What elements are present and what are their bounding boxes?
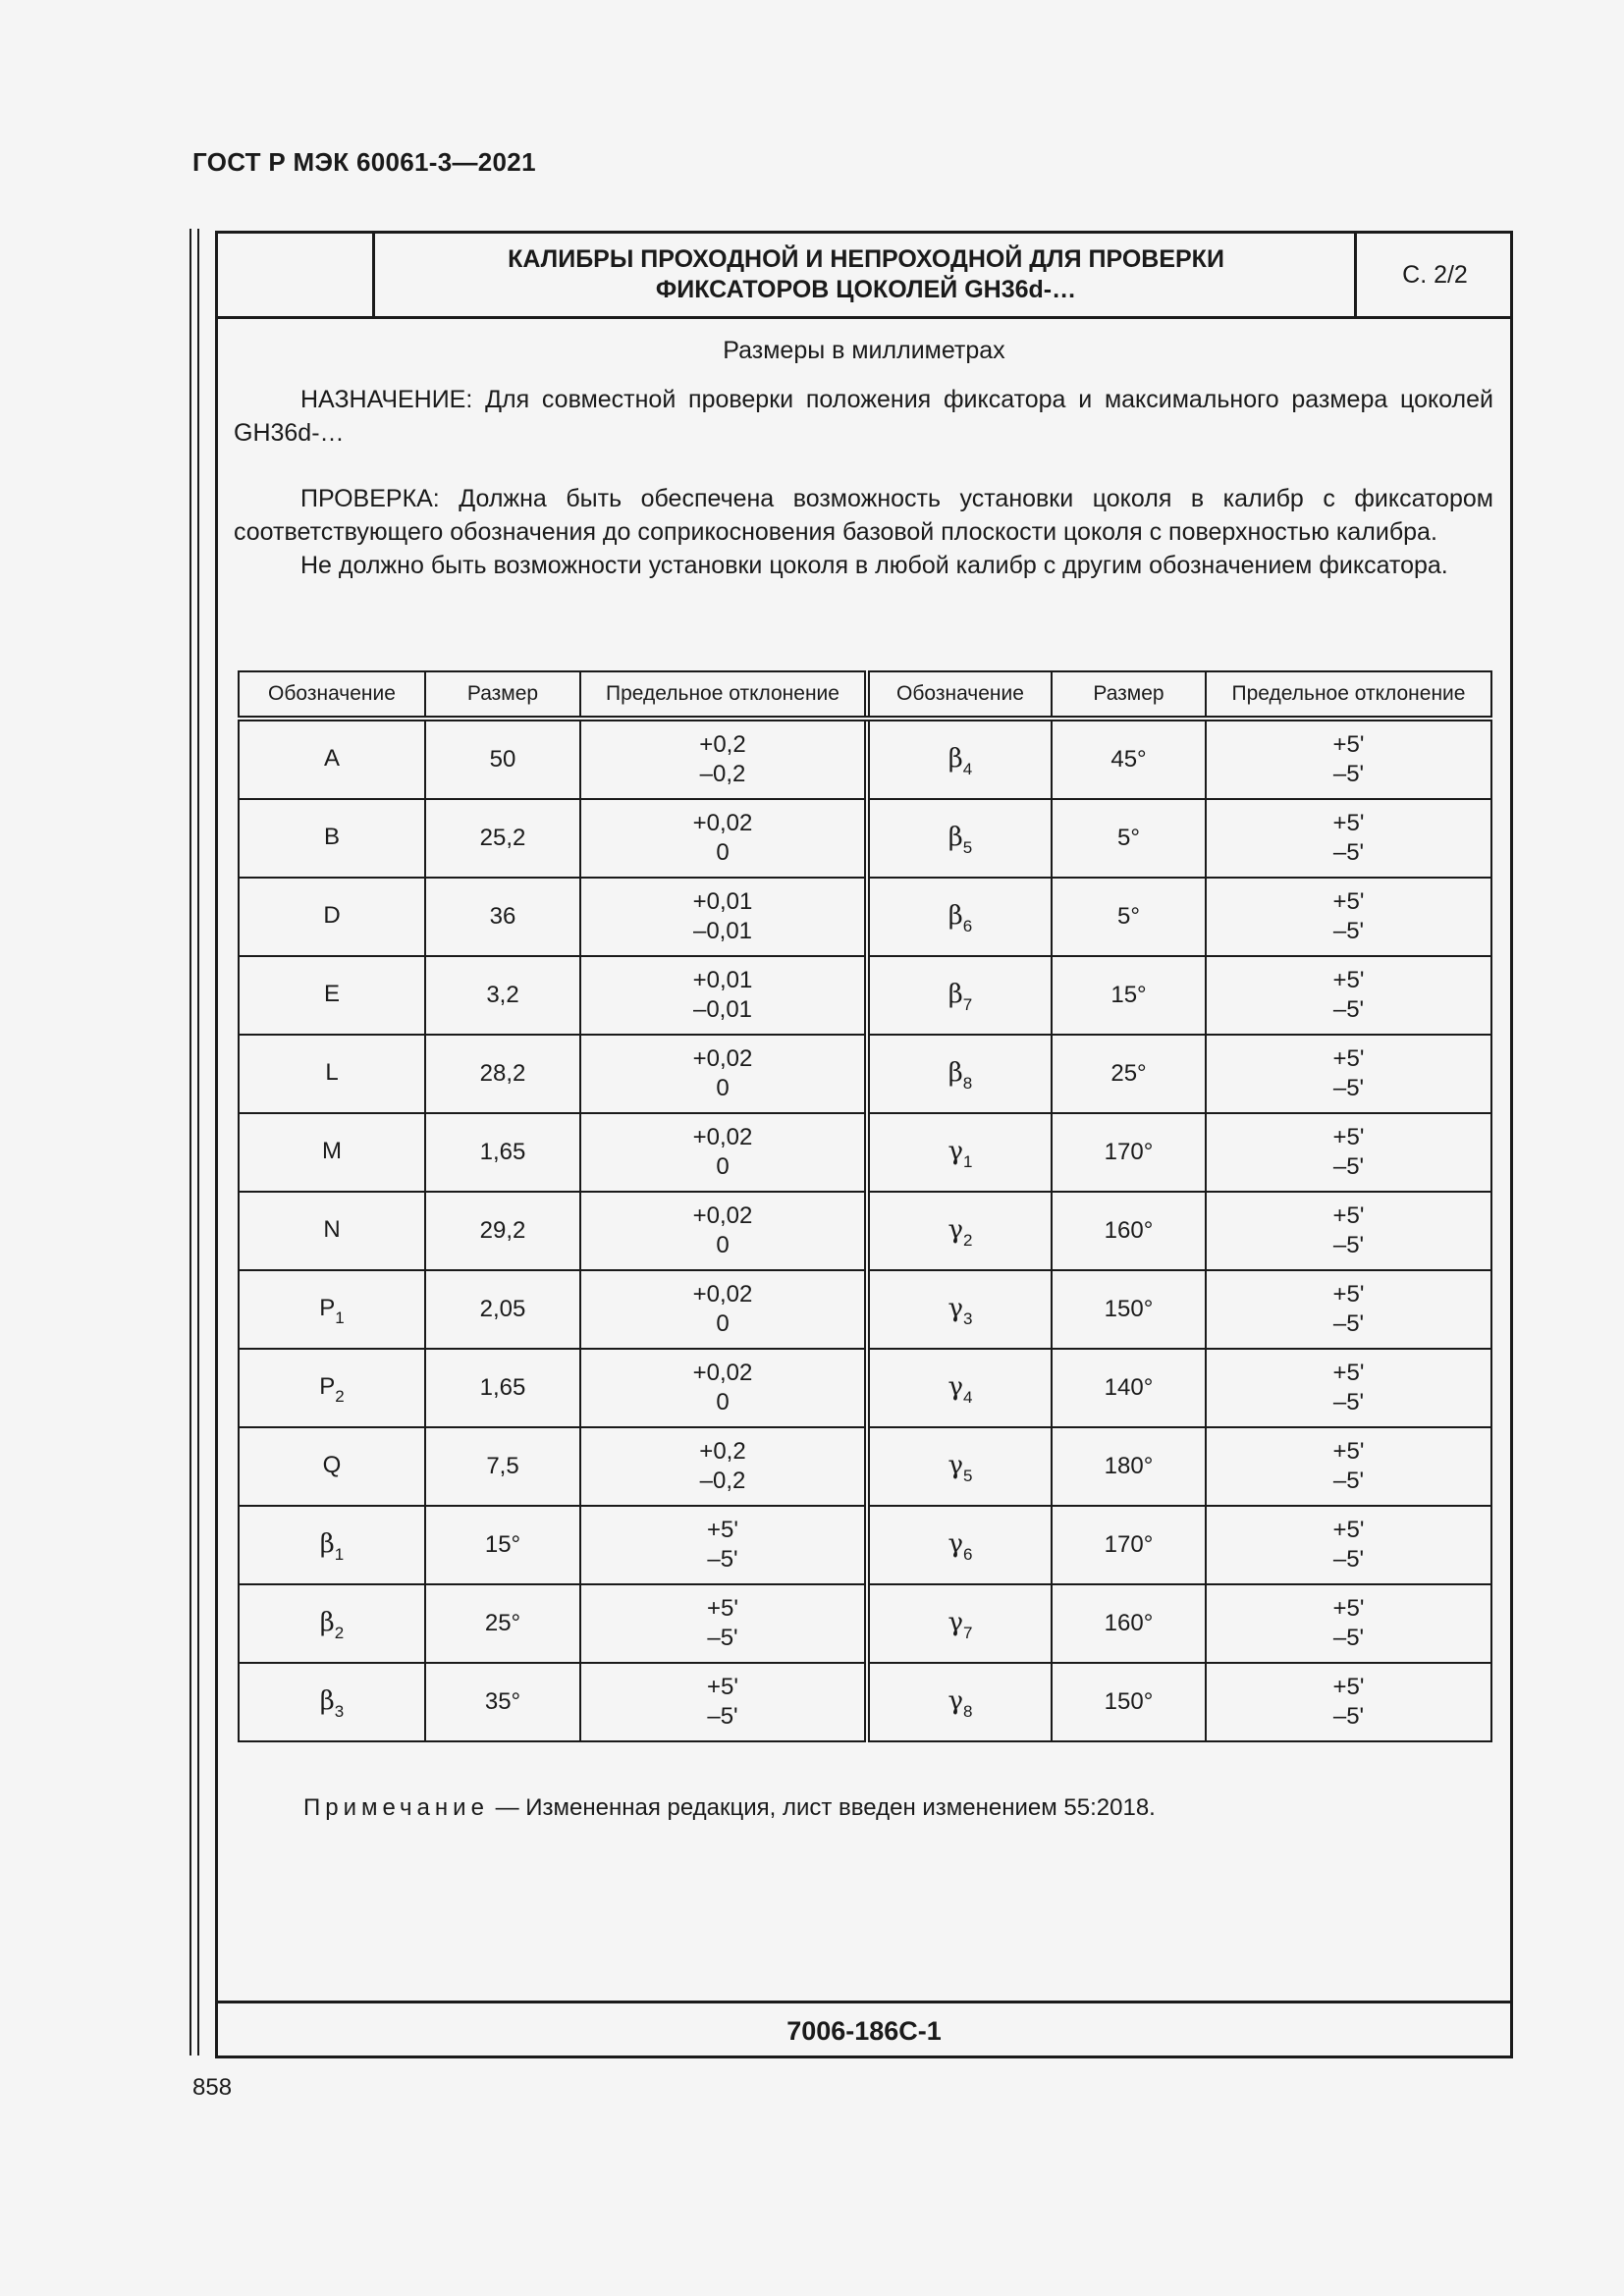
check-note-text: Не должно быть возможности установки цоколя в любой калибр с другим обозначением фиксатора. <box>300 552 1448 579</box>
tolerance-cell <box>580 1427 867 1506</box>
tolerance-lower: –5' <box>1332 1075 1365 1101</box>
tolerance-lower: 0 <box>716 1310 730 1337</box>
designation-symbol: γ <box>947 1293 964 1323</box>
tolerance-lower: –5' <box>1332 1625 1365 1651</box>
tolerance-upper: +0,2 <box>699 731 746 758</box>
designation-cell <box>239 1113 425 1192</box>
designation-cell <box>239 1427 425 1506</box>
tolerance-cell <box>1206 878 1491 956</box>
tolerance-lower: –5' <box>1332 918 1365 944</box>
table-row <box>239 1113 1491 1192</box>
designation-symbol: γ <box>947 1136 964 1166</box>
designation-symbol: γ <box>947 1214 964 1245</box>
size-cell: 25,2 <box>425 799 580 878</box>
designation-symbol: γ <box>947 1450 964 1480</box>
designation-cell <box>867 719 1052 799</box>
table-row <box>239 1584 1491 1663</box>
table-row <box>239 719 1491 799</box>
size-cell: 180° <box>1052 1427 1206 1506</box>
size-cell: 1,65 <box>425 1349 580 1427</box>
designation-symbol: β <box>319 1607 335 1637</box>
designation-cell <box>867 1349 1052 1427</box>
header-size: Размер <box>425 671 580 719</box>
size-cell: 36 <box>425 878 580 956</box>
designation-subscript: 8 <box>963 1701 973 1721</box>
designation-symbol: β <box>947 743 963 774</box>
designation-cell <box>867 1035 1052 1113</box>
designation-symbol: D <box>323 902 341 929</box>
tolerance-cell <box>1206 1663 1491 1741</box>
tolerance-cell <box>1206 1035 1491 1113</box>
designation-cell <box>867 799 1052 878</box>
tolerance-cell <box>580 1113 867 1192</box>
designation-cell <box>239 1584 425 1663</box>
tolerance-lower: 0 <box>716 1232 730 1258</box>
designation-cell <box>239 1663 425 1741</box>
tolerance-cell <box>1206 956 1491 1035</box>
tolerance-upper: +5' <box>1332 967 1365 993</box>
size-cell: 29,2 <box>425 1192 580 1270</box>
dimensions-table <box>238 670 1492 1742</box>
designation-cell <box>239 1035 425 1113</box>
designation-subscript: 4 <box>962 759 973 778</box>
note <box>303 1794 1156 1822</box>
tolerance-cell <box>1206 1427 1491 1506</box>
designation-subscript: 1 <box>335 1308 345 1327</box>
size-cell: 140° <box>1052 1349 1206 1427</box>
tolerance-upper: +5' <box>1332 1202 1365 1229</box>
table-row <box>239 1270 1491 1349</box>
tolerance-lower: –5' <box>707 1703 738 1730</box>
tolerance-lower: –5' <box>1332 761 1365 787</box>
designation-symbol: γ <box>947 1607 964 1637</box>
tolerance-cell <box>1206 1506 1491 1584</box>
tolerance-upper: +5' <box>1332 1360 1365 1386</box>
designation-subscript: 2 <box>335 1387 345 1406</box>
header-tolerance: Предельное отклонение <box>1206 671 1491 719</box>
tolerance-cell <box>1206 1270 1491 1349</box>
designation-subscript: 3 <box>963 1308 973 1328</box>
note-label: Примечание <box>303 1794 489 1821</box>
size-cell: 170° <box>1052 1113 1206 1192</box>
designation-subscript: 4 <box>963 1387 973 1407</box>
header-size: Размер <box>1052 671 1206 719</box>
tolerance-cell <box>580 878 867 956</box>
designation-subscript: 6 <box>963 1544 973 1564</box>
tolerance-upper: +5' <box>1332 731 1365 758</box>
tolerance-lower: –5' <box>1332 1546 1365 1573</box>
header-designation: Обозначение <box>867 671 1052 719</box>
size-cell: 25° <box>425 1584 580 1663</box>
designation-symbol: β <box>947 979 963 1009</box>
size-cell: 25° <box>1052 1035 1206 1113</box>
designation-subscript: 7 <box>962 994 973 1014</box>
designation-symbol: P <box>319 1373 336 1400</box>
designation-cell <box>239 1270 425 1349</box>
size-cell: 15° <box>425 1506 580 1584</box>
tolerance-upper: +5' <box>1332 1438 1365 1465</box>
designation-symbol: β <box>947 822 963 852</box>
tolerance-upper: +0,02 <box>692 1360 753 1386</box>
designation-cell <box>867 1113 1052 1192</box>
designation-cell <box>239 1506 425 1584</box>
table-row <box>239 1663 1491 1741</box>
table-row <box>239 1349 1491 1427</box>
tolerance-cell <box>580 1584 867 1663</box>
tolerance-upper: +0,02 <box>692 1124 753 1150</box>
table-row <box>239 1427 1491 1506</box>
tolerance-lower: –0,01 <box>692 996 753 1023</box>
tolerance-lower: 0 <box>716 1075 730 1101</box>
tolerance-cell <box>1206 1584 1491 1663</box>
designation-symbol: N <box>323 1216 341 1243</box>
tolerance-cell <box>580 1663 867 1741</box>
designation-subscript: 5 <box>963 1466 973 1485</box>
tolerance-cell <box>1206 719 1491 799</box>
tolerance-upper: +5' <box>1332 1674 1365 1700</box>
tolerance-lower: –5' <box>1332 1703 1365 1730</box>
size-cell: 7,5 <box>425 1427 580 1506</box>
size-cell: 160° <box>1052 1192 1206 1270</box>
page-number: 858 <box>192 2074 233 2101</box>
designation-cell <box>867 1192 1052 1270</box>
designation-cell <box>239 1349 425 1427</box>
designation-cell <box>239 956 425 1035</box>
designation-symbol: β <box>319 1528 335 1559</box>
sheet-page-label: С. 2/2 <box>1354 234 1513 316</box>
size-cell: 1,65 <box>425 1113 580 1192</box>
tolerance-upper: +5' <box>1332 888 1365 915</box>
tolerance-upper: +5' <box>1332 810 1365 836</box>
title-block <box>218 234 1510 319</box>
size-cell: 160° <box>1052 1584 1206 1663</box>
binding-rule <box>189 229 199 2056</box>
designation-symbol: A <box>323 745 340 772</box>
designation-symbol: B <box>323 824 340 850</box>
document-header: ГОСТ Р МЭК 60061-3—2021 <box>192 147 536 177</box>
tolerance-lower: –0,2 <box>699 1468 746 1494</box>
designation-cell <box>239 878 425 956</box>
tolerance-upper: +5' <box>1332 1045 1365 1072</box>
designation-symbol: β <box>947 900 963 931</box>
tolerance-lower: –5' <box>707 1625 738 1651</box>
note-text: — Измененная редакция, лист введен изменением 55:2018. <box>488 1794 1156 1821</box>
designation-subscript: 1 <box>334 1544 345 1564</box>
size-cell: 35° <box>425 1663 580 1741</box>
sheet-frame <box>215 231 1513 2058</box>
tolerance-upper: +0,01 <box>692 967 753 993</box>
tolerance-cell <box>580 1349 867 1427</box>
check-paragraph <box>234 482 1493 582</box>
tolerance-cell <box>580 719 867 799</box>
designation-symbol: γ <box>947 1528 964 1559</box>
tolerance-lower: –5' <box>707 1546 738 1573</box>
table-body <box>239 719 1491 1741</box>
designation-cell <box>239 1192 425 1270</box>
tolerance-lower: –0,2 <box>699 761 746 787</box>
tolerance-upper: +0,02 <box>692 1281 753 1308</box>
designation-cell <box>239 719 425 799</box>
tolerance-lower: –5' <box>1332 1232 1365 1258</box>
designation-cell <box>867 1663 1052 1741</box>
tolerance-lower: –5' <box>1332 1468 1365 1494</box>
tolerance-upper: +5' <box>707 1595 738 1622</box>
designation-symbol: β <box>319 1685 335 1716</box>
sheet-title <box>375 234 1357 316</box>
designation-subscript: 6 <box>962 916 973 935</box>
tolerance-upper: +0,2 <box>699 1438 746 1465</box>
tolerance-upper: +0,02 <box>692 1045 753 1072</box>
designation-symbol: γ <box>947 1371 964 1402</box>
designation-symbol: E <box>323 981 340 1007</box>
tolerance-cell <box>580 1506 867 1584</box>
tolerance-upper: +5' <box>1332 1595 1365 1622</box>
designation-symbol: M <box>322 1138 342 1164</box>
tolerance-upper: +5' <box>1332 1281 1365 1308</box>
tolerance-lower: –5' <box>1332 1389 1365 1415</box>
tolerance-upper: +5' <box>1332 1517 1365 1543</box>
size-cell: 3,2 <box>425 956 580 1035</box>
table-row <box>239 956 1491 1035</box>
tolerance-upper: +0,02 <box>692 810 753 836</box>
designation-cell <box>867 1584 1052 1663</box>
size-cell: 5° <box>1052 799 1206 878</box>
tolerance-lower: 0 <box>716 1153 730 1180</box>
tolerance-cell <box>580 1035 867 1113</box>
designation-subscript: 3 <box>334 1701 345 1721</box>
tolerance-upper: +5' <box>1332 1124 1365 1150</box>
designation-subscript: 5 <box>962 837 973 857</box>
title-empty-cell <box>218 234 375 316</box>
size-cell: 2,05 <box>425 1270 580 1349</box>
designation-cell <box>867 956 1052 1035</box>
sheet-code: 7006-186С-1 <box>218 2001 1510 2058</box>
designation-symbol: P <box>319 1295 336 1321</box>
table-row <box>239 878 1491 956</box>
size-cell: 5° <box>1052 878 1206 956</box>
tolerance-cell <box>580 1270 867 1349</box>
size-cell: 45° <box>1052 719 1206 799</box>
designation-cell <box>867 878 1052 956</box>
designation-cell <box>867 1427 1052 1506</box>
tolerance-lower: –5' <box>1332 1310 1365 1337</box>
tolerance-upper: +0,02 <box>692 1202 753 1229</box>
tolerance-cell <box>1206 1113 1491 1192</box>
designation-cell <box>239 799 425 878</box>
size-cell: 150° <box>1052 1663 1206 1741</box>
tolerance-cell <box>1206 1349 1491 1427</box>
size-cell: 150° <box>1052 1270 1206 1349</box>
designation-subscript: 2 <box>334 1623 345 1642</box>
header-designation: Обозначение <box>239 671 425 719</box>
designation-subscript: 1 <box>963 1151 973 1171</box>
designation-symbol: L <box>325 1059 339 1086</box>
header-tolerance: Предельное отклонение <box>580 671 867 719</box>
tolerance-cell <box>580 1192 867 1270</box>
purpose-text: НАЗНАЧЕНИЕ: Для совместной проверки положения фиксатора и максимального размера цоколей GH36d-… <box>234 386 1493 447</box>
tolerance-cell <box>1206 799 1491 878</box>
tolerance-upper: +5' <box>707 1517 738 1543</box>
tolerance-lower: –5' <box>1332 839 1365 866</box>
size-cell: 170° <box>1052 1506 1206 1584</box>
sheet-title-line1: КАЛИБРЫ ПРОХОДНОЙ И НЕПРОХОДНОЙ ДЛЯ ПРОВЕРКИ <box>508 245 1224 273</box>
table-row <box>239 1506 1491 1584</box>
designation-subscript: 7 <box>963 1623 973 1642</box>
tolerance-cell <box>1206 1192 1491 1270</box>
table-row <box>239 1035 1491 1113</box>
tolerance-upper: +0,01 <box>692 888 753 915</box>
table-row <box>239 799 1491 878</box>
table-row <box>239 1192 1491 1270</box>
tolerance-cell <box>580 799 867 878</box>
designation-symbol: γ <box>947 1685 964 1716</box>
tolerance-lower: –5' <box>1332 996 1365 1023</box>
check-text: ПРОВЕРКА: Должна быть обеспечена возможность установки цоколя в калибр с фиксатором соответствующего обозначения до соприкосновения базовой плоскости цоколя с поверхностью калибра. <box>234 485 1493 546</box>
designation-cell <box>867 1506 1052 1584</box>
tolerance-lower: 0 <box>716 839 730 866</box>
sheet-title-line2: ФИКСАТОРОВ ЦОКОЛЕЙ GH36d-… <box>655 276 1077 303</box>
designation-symbol: Q <box>322 1452 342 1478</box>
size-cell: 28,2 <box>425 1035 580 1113</box>
units-caption: Размеры в миллиметрах <box>723 337 1005 364</box>
purpose-paragraph <box>234 383 1493 450</box>
table-header-row <box>239 671 1491 719</box>
tolerance-lower: –0,01 <box>692 918 753 944</box>
designation-subscript: 8 <box>962 1073 973 1093</box>
tolerance-lower: 0 <box>716 1389 730 1415</box>
designation-cell <box>867 1270 1052 1349</box>
size-cell: 50 <box>425 719 580 799</box>
tolerance-cell <box>580 956 867 1035</box>
size-cell: 15° <box>1052 956 1206 1035</box>
designation-symbol: β <box>947 1057 963 1088</box>
tolerance-lower: –5' <box>1332 1153 1365 1180</box>
designation-subscript: 2 <box>963 1230 973 1250</box>
tolerance-upper: +5' <box>707 1674 738 1700</box>
